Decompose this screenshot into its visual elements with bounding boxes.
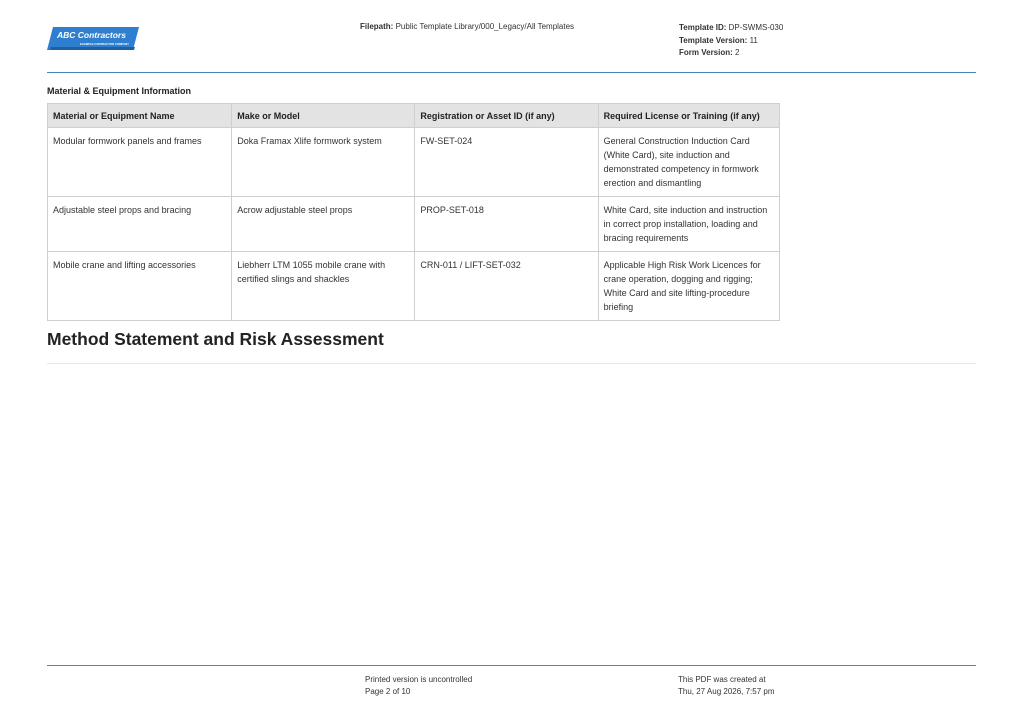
template-meta bbox=[679, 22, 783, 60]
table-row bbox=[48, 128, 780, 197]
template-id-line bbox=[679, 22, 783, 35]
logo-text: ABC Contractors bbox=[57, 30, 126, 40]
form-version-label: Form Version: bbox=[679, 48, 733, 57]
table-cell: CRN-011 / LIFT-SET-032 bbox=[415, 252, 598, 321]
table-row bbox=[48, 197, 780, 252]
header-divider bbox=[47, 72, 976, 73]
filepath-value: Public Template Library/000_Legacy/All Templates bbox=[395, 22, 575, 31]
created-label: This PDF was created at bbox=[678, 675, 766, 684]
filepath-label: Filepath: bbox=[360, 22, 394, 31]
created-timestamp: Thu, 27 Aug 2026, 7:57 pm bbox=[678, 687, 775, 696]
table-cell: Modular formwork panels and frames bbox=[48, 128, 232, 197]
table-cell: General Construction Induction Card (White Card), site induction and demonstrated competency in formwork erection and dismantling bbox=[598, 128, 779, 197]
column-header: Make or Model bbox=[232, 104, 415, 128]
uncontrolled-notice: Printed version is uncontrolled bbox=[365, 675, 473, 684]
form-version-value: 2 bbox=[735, 48, 740, 57]
equipment-table bbox=[47, 103, 780, 321]
table-cell: PROP-SET-018 bbox=[415, 197, 598, 252]
logo-subtext: EXAMPLE CONTRACTOR COMPANY bbox=[80, 42, 129, 46]
table-cell: Applicable High Risk Work Licences for crane operation, dogging and rigging; White Card and site lifting-procedure briefing bbox=[598, 252, 779, 321]
table-cell: Adjustable steel props and bracing bbox=[48, 197, 232, 252]
table-cell: Liebherr LTM 1055 mobile crane with certified slings and shackles bbox=[232, 252, 415, 321]
table-cell: FW-SET-024 bbox=[415, 128, 598, 197]
template-version-label: Template Version: bbox=[679, 35, 748, 45]
filepath bbox=[360, 22, 574, 31]
column-header: Material or Equipment Name bbox=[48, 104, 232, 128]
column-header: Required License or Training (if any) bbox=[598, 104, 779, 128]
footer-center bbox=[365, 674, 472, 698]
method-heading: Method Statement and Risk Assessment bbox=[47, 329, 384, 349]
table-cell: Acrow adjustable steel props bbox=[232, 197, 415, 252]
table-row bbox=[48, 252, 780, 321]
footer-right bbox=[678, 674, 775, 698]
section-title: Material & Equipment Information bbox=[47, 86, 192, 96]
heading-divider bbox=[47, 363, 976, 364]
template-id-value: DP-SWMS-030 bbox=[728, 23, 784, 32]
company-logo bbox=[47, 25, 139, 52]
page-number: Page 2 of 10 bbox=[365, 687, 411, 696]
form-version-line bbox=[679, 47, 783, 60]
table-header-row bbox=[48, 104, 780, 128]
template-version-value: 11 bbox=[749, 35, 758, 45]
template-id-label: Template ID: bbox=[679, 23, 727, 32]
table-cell: Mobile crane and lifting accessories bbox=[48, 252, 232, 321]
table-cell: White Card, site induction and instruction in correct prop installation, loading and bracing requirements bbox=[598, 197, 779, 252]
footer-divider bbox=[47, 665, 976, 666]
column-header: Registration or Asset ID (if any) bbox=[415, 104, 598, 128]
table-cell: Doka Framax Xlife formwork system bbox=[232, 128, 415, 197]
template-version-line bbox=[679, 35, 783, 48]
